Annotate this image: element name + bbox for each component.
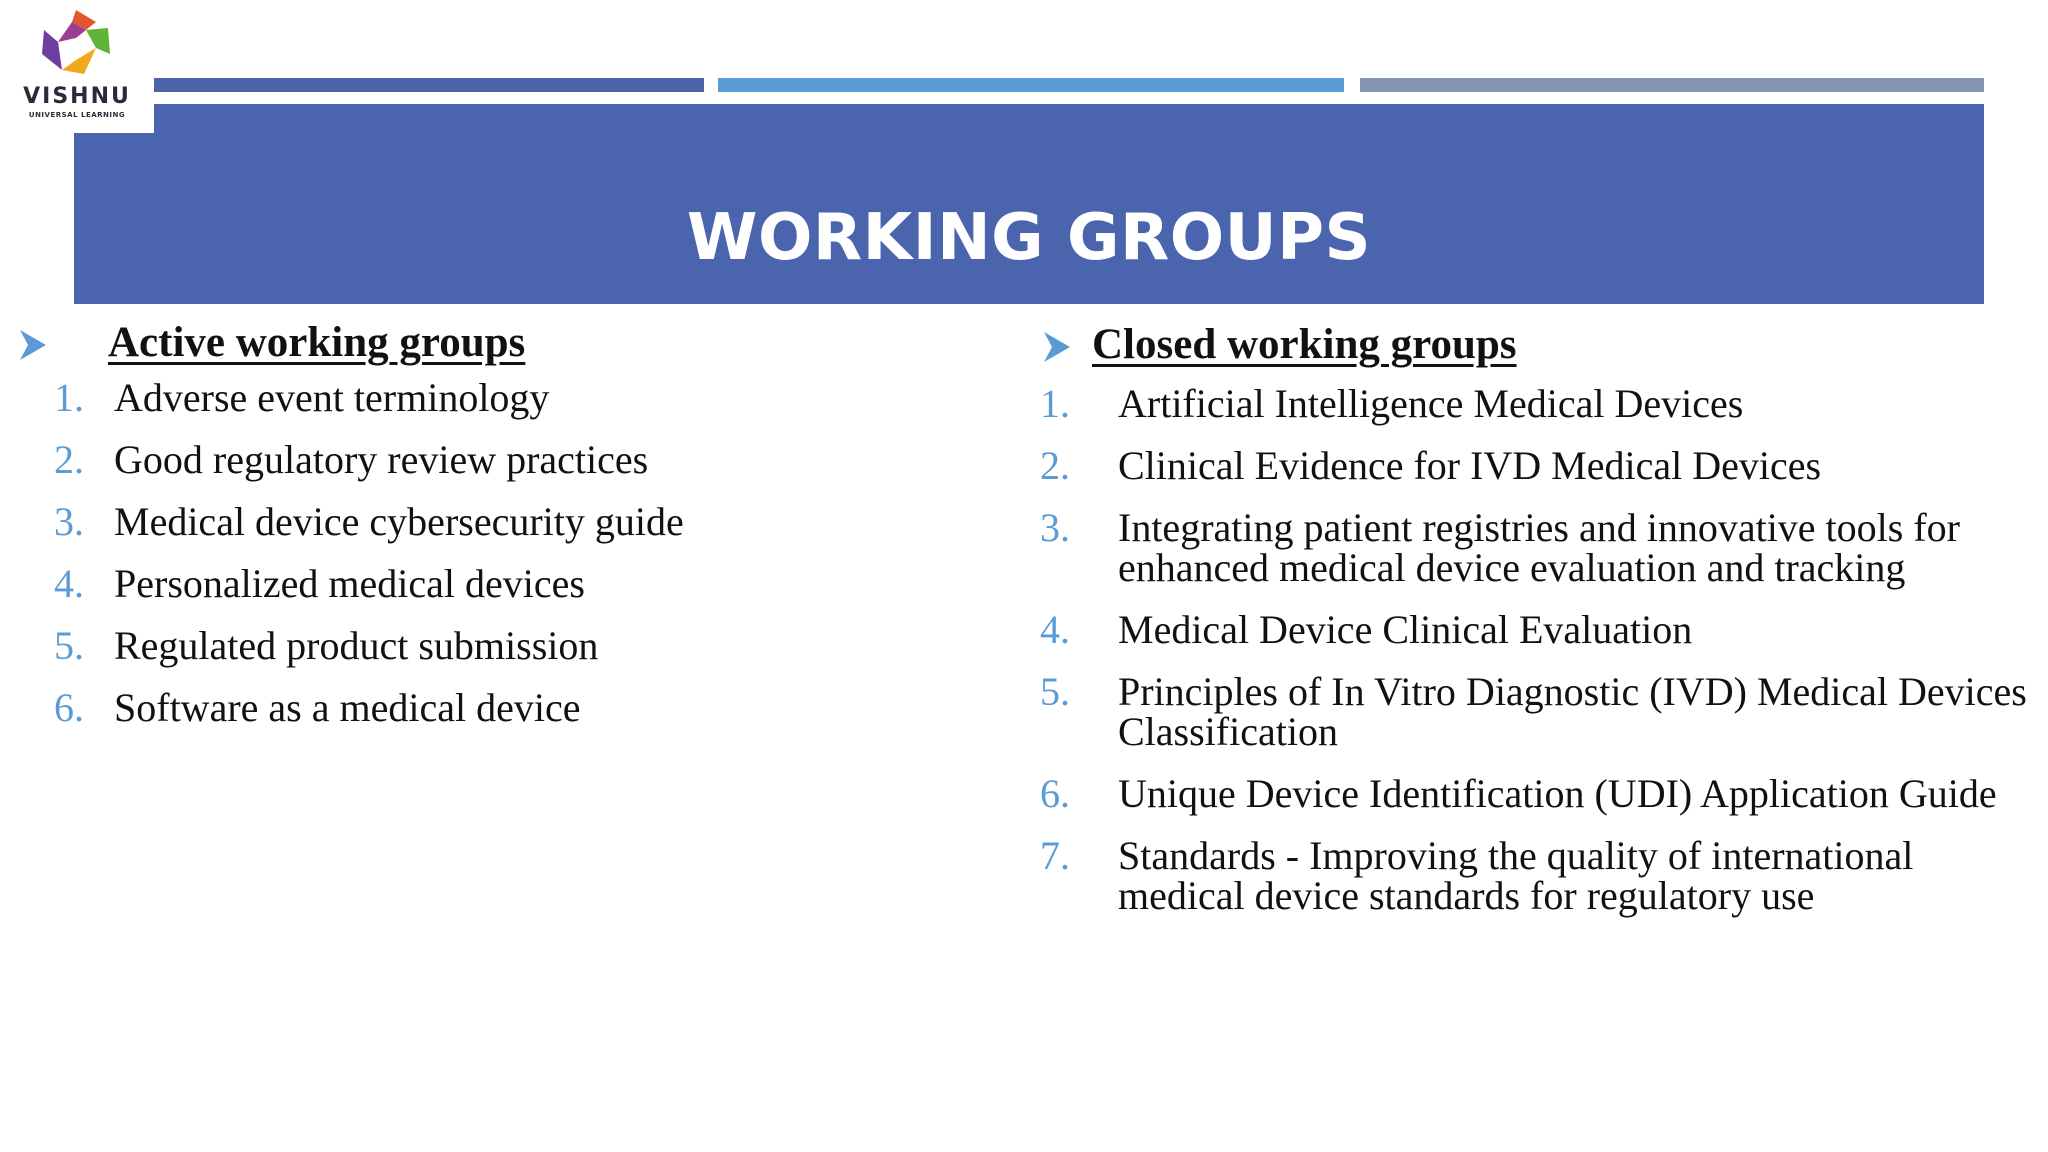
vishnu-logo-mark-icon (36, 8, 116, 84)
list-item (0, 561, 1020, 626)
item-text: Integrating patient registries and innovative tools for enhanced medical device evaluation and tracking (1118, 505, 1960, 590)
accent-strip-gray (1360, 78, 1984, 92)
item-number: 6. (54, 685, 84, 730)
list-item (0, 623, 1020, 688)
item-text: Software as a medical device (114, 685, 581, 730)
logo-name: VISHNU (23, 84, 131, 109)
item-text: Medical device cybersecurity guide (114, 499, 684, 544)
item-number: 5. (1040, 669, 1070, 714)
active-groups-section (0, 318, 1020, 750)
list-item (1038, 833, 2048, 918)
item-number: 1. (54, 375, 84, 420)
arrow-bullet-icon (1044, 332, 1070, 362)
item-number: 1. (1040, 381, 1070, 426)
item-number: 5. (54, 623, 84, 668)
item-number: 7. (1040, 833, 1070, 878)
item-text: Regulated product submission (114, 623, 599, 668)
item-text: Unique Device Identification (UDI) Application Guide (1118, 771, 1997, 816)
item-number: 2. (54, 437, 84, 482)
item-number: 6. (1040, 771, 1070, 816)
vishnu-logo (0, 0, 154, 133)
item-number: 2. (1040, 443, 1070, 488)
list-item (1038, 771, 2048, 816)
active-groups-list (0, 375, 1020, 750)
active-groups-heading-text: Active working groups (108, 319, 526, 366)
list-item (1038, 505, 2048, 590)
list-item (1038, 443, 2048, 488)
item-number: 4. (1040, 607, 1070, 652)
closed-groups-heading-text: Closed working groups (1092, 321, 1517, 368)
item-text: Clinical Evidence for IVD Medical Devices (1118, 443, 1822, 488)
item-text: Good regulatory review practices (114, 437, 649, 482)
item-text: Medical Device Clinical Evaluation (1118, 607, 1693, 652)
closed-groups-list (1038, 381, 2048, 918)
accent-strip-dark-blue (154, 78, 704, 92)
accent-strip-light-blue (718, 78, 1344, 92)
item-number: 3. (1040, 505, 1070, 550)
item-text: Personalized medical devices (114, 561, 585, 606)
active-groups-heading (0, 318, 1020, 370)
list-item (0, 437, 1020, 502)
item-number: 3. (54, 499, 84, 544)
list-item (0, 685, 1020, 750)
item-text: Adverse event terminology (114, 375, 550, 420)
list-item (1038, 381, 2048, 426)
closed-groups-heading (1038, 320, 2048, 372)
arrow-bullet-icon (20, 330, 46, 360)
closed-groups-section (1038, 320, 2048, 938)
item-text: Artificial Intelligence Medical Devices (1118, 381, 1744, 426)
list-item (0, 499, 1020, 564)
list-item (1038, 669, 2048, 754)
item-text: Standards - Improving the quality of international medical device standards for regulatory use (1118, 833, 1914, 918)
title-banner (74, 104, 1984, 304)
list-item (1038, 607, 2048, 652)
slide-title: WORKING GROUPS (686, 201, 1372, 275)
item-text: Principles of In Vitro Diagnostic (IVD) Medical Devices Classification (1118, 669, 2027, 754)
item-number: 4. (54, 561, 84, 606)
logo-tagline: UNIVERSAL LEARNING (28, 111, 126, 119)
list-item (0, 375, 1020, 440)
